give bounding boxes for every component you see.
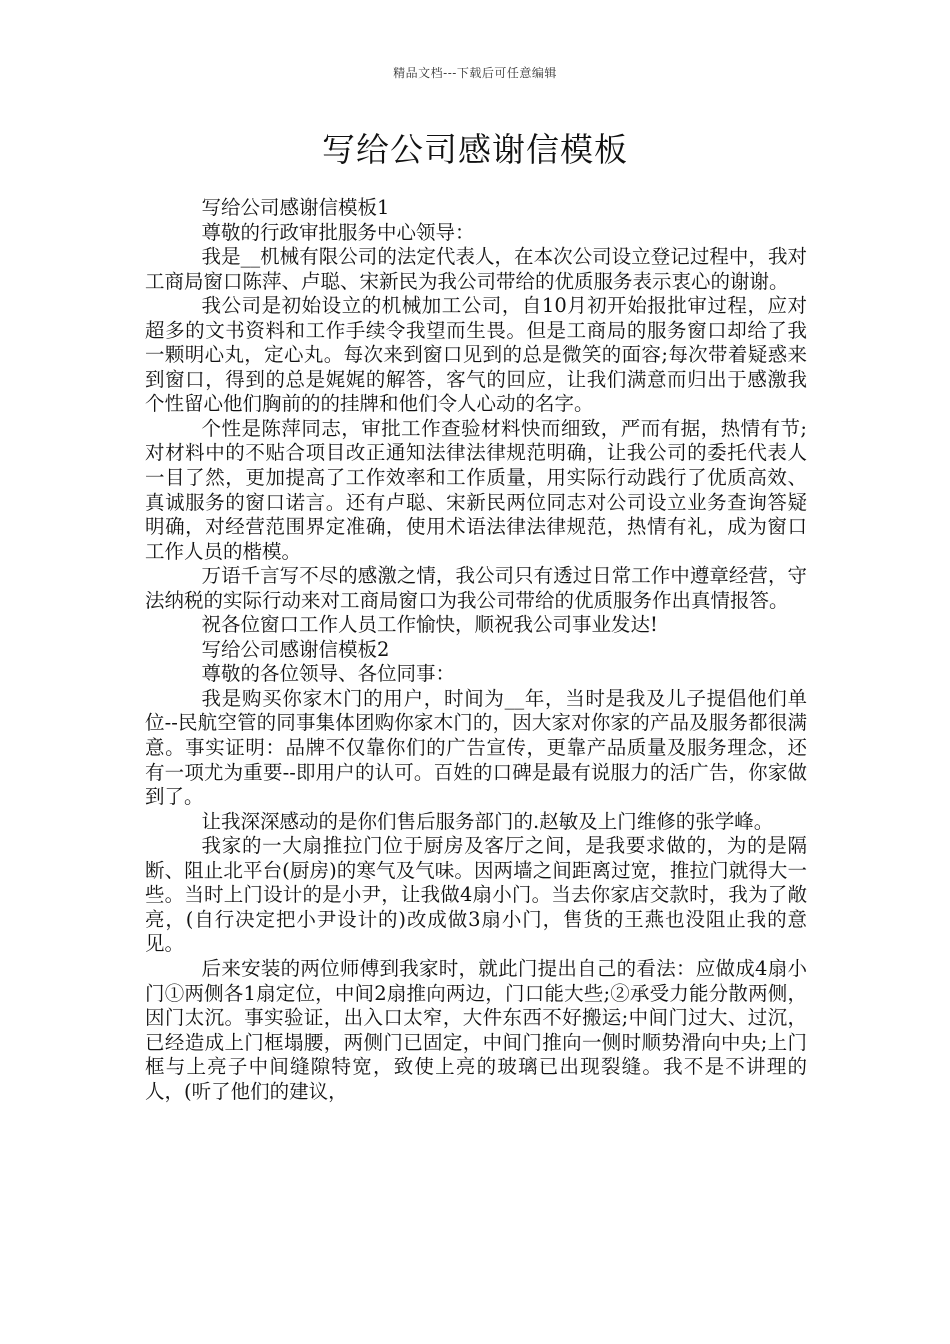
paragraph: 我公司是初始设立的机械加工公司，自10月初开始报批审过程，应对超多的文书资料和工作手续令我望而生畏。但是工商局的服务窗口却给了我一颗明心丸，定心丸。每次来到窗口见到的总是微笑的面容;每次带着疑惑来到窗口，得到的总是娓娓的解答，客气的回应，让我们满意而归出于感激我个性留心他们胸前的的挂牌和他们令人心动的名字。 bbox=[145, 294, 807, 416]
paragraph-salutation-2: 尊敬的各位领导、各位同事： bbox=[201, 662, 456, 686]
page-header: 精品文档---下载后可任意编辑 bbox=[393, 66, 557, 80]
paragraph: 让我深深感动的是你们售后服务部门的.赵敏及上门维修的张学峰。 bbox=[201, 809, 774, 833]
paragraph: 后来安装的两位师傅到我家时，就此门提出自己的看法：应做成4扇小门①两侧各1扇定位，中间2扇推向两边，门口能大些;②承受力能分散两侧，因门太沉。事实验证，出入口太窄，大件东西不好搬运;中间门过大、过沉，已经造成上门框塌腰，两侧门已固定，中间门推向一侧时顺势滑向中央;上门框与上亮子中间缝隙特宽，致使上亮的玻璃已出现裂缝。我不是不讲理的人，(听了他们的建议， bbox=[145, 956, 807, 1103]
paragraph: 我是__机械有限公司的法定代表人，在本次公司设立登记过程中，我对工商局窗口陈萍、卢聪、宋新民为我公司带给的优质服务表示衷心的谢谢。 bbox=[145, 245, 807, 293]
paragraph-salutation-1: 尊敬的行政审批服务中心领导： bbox=[201, 220, 475, 244]
paragraph: 我是购买你家木门的用户，时间为__年，当时是我及儿子提倡他们单位--民航空管的同事集体团购你家木门的，因大家对你家的产品及服务都很满意。事实证明：品牌不仅靠你们的广告宣传，更靠产品质量及服务理念，还有一项尤为重要--即用户的认可。百姓的口碑是最有说服力的活广告，你家做到了。 bbox=[145, 686, 807, 809]
paragraph-heading-2: 写给公司感谢信模板2 bbox=[201, 637, 390, 661]
paragraph-heading-1: 写给公司感谢信模板1 bbox=[201, 196, 390, 219]
document-title: 写给公司感谢信模板 bbox=[322, 130, 628, 169]
document-body bbox=[145, 196, 807, 1104]
paragraph: 我家的一大扇推拉门位于厨房及客厅之间，是我要求做的，为的是隔断、阻止北平台(厨房)的寒气及气味。因两墙之间距离过宽，推拉门就得大一些。当时上门设计的是小尹，让我做4扇小门。当去你家店交款时，我为了敞亮，(自行决定把小尹设计的)改成做3扇小门，售货的王燕也没阻止我的意见。 bbox=[145, 834, 807, 956]
paragraph-closing-1: 祝各位窗口工作人员工作愉快，顺祝我公司事业发达! bbox=[201, 613, 658, 637]
paragraph: 个性是陈萍同志，审批工作查验材料快而细致，严而有据，热情有节;对材料中的不贴合项目改正通知法律法律规范明确，让我公司的委托代表人一目了然，更加提高了工作效率和工作质量，用实际行动践行了优质高效、真诚服务的窗口诺言。还有卢聪、宋新民两位同志对公司设立业务查询答疑明确，对经营范围界定准确，使用术语法律法律规范，热情有礼，成为窗口工作人员的楷模。 bbox=[145, 416, 807, 563]
paragraph: 万语千言写不尽的感激之情，我公司只有透过日常工作中遵章经营，守法纳税的实际行动来对工商局窗口为我公司带给的优质服务作出真情报答。 bbox=[145, 564, 807, 612]
